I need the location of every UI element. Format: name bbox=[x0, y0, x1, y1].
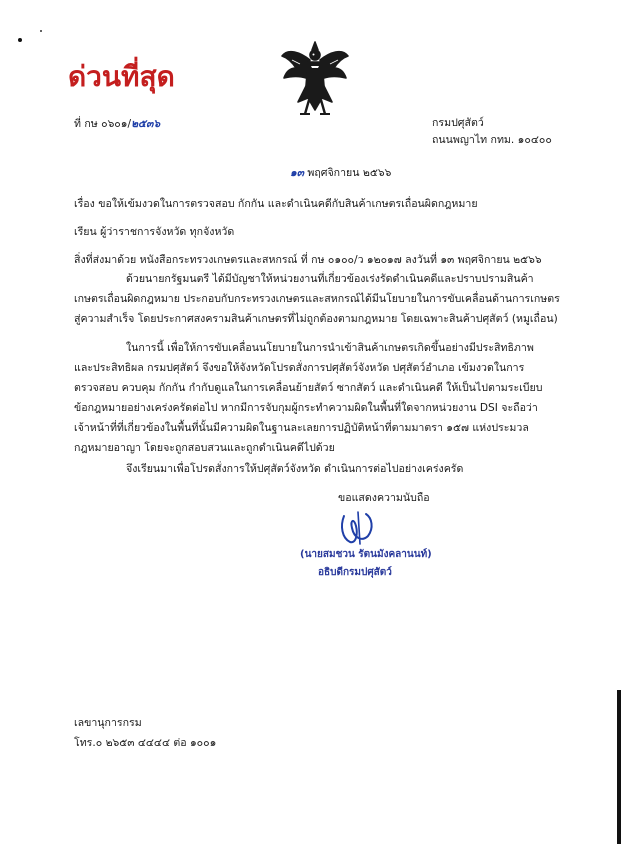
sender-address: ถนนพญาไท กทม. ๑๐๔๐๐ bbox=[432, 134, 552, 146]
document-number bbox=[74, 117, 160, 132]
body-paragraph-3 bbox=[74, 459, 574, 479]
scan-speck bbox=[18, 38, 22, 42]
letter-recipient: เรียน ผู้ว่าราชการจังหวัด ทุกจังหวัด bbox=[74, 226, 235, 238]
garuda-emblem-icon bbox=[278, 38, 352, 118]
letter-date bbox=[290, 166, 391, 181]
urgency-stamp: ด่วนที่สุด bbox=[68, 60, 175, 93]
closing-salutation: ขอแสดงความนับถือ bbox=[338, 492, 430, 504]
paragraph-line: ข้อกฎหมายอย่างเคร่งครัดต่อไป หากมีการจับกุมผู้กระทำความผิดในพื้นที่ใดจากหน่วยงาน DSI จะถือว่า bbox=[74, 402, 538, 414]
paragraph-line: จึงเรียนมาเพื่อโปรดสั่งการให้ปศุสัตว์จังหวัด ดำเนินการต่อไปอย่างเคร่งครัด bbox=[126, 463, 464, 475]
scan-edge-shadow bbox=[617, 690, 621, 844]
paragraph-line: เจ้าหน้าที่ที่เกี่ยวข้องในพื้นที่นั้นมีความผิดในฐานละเลยการปฏิบัติหน้าที่ตามมาตรา ๑๕๗ แห่งประมวล bbox=[74, 422, 529, 434]
sender-organization: กรมปศุสัตว์ bbox=[432, 117, 484, 129]
letter-subject: เรื่อง ขอให้เข้มงวดในการตรวจสอบ กักกัน และดำเนินคดีกับสินค้าเกษตรเถื่อนผิดกฎหมาย bbox=[74, 198, 478, 210]
document-number-handwritten: ๒๕๓๖ bbox=[131, 118, 161, 130]
contact-phone: โทร.๐ ๒๖๕๓ ๔๔๔๔ ต่อ ๑๐๐๑ bbox=[74, 737, 217, 749]
body-paragraph-2 bbox=[74, 338, 574, 458]
paragraph-line: ด้วยนายกรัฐมนตรี ได้มีบัญชาให้หน่วยงานที่เกี่ยวข้องเร่งรัดดำเนินคดีและปราบปรามสินค้า bbox=[126, 273, 534, 285]
document-number-prefix: ที่ กษ ๐๖๐๑/ bbox=[74, 118, 132, 130]
paragraph-line: และประสิทธิผล กรมปศุสัตว์ จึงขอให้จังหวัดโปรดสั่งการปศุสัตว์จังหวัด ปศุสัตว์อำเภอ เข้มงวดในการ bbox=[74, 362, 525, 374]
paragraph-line: สู่ความสำเร็จ โดยประกาศสงครามสินค้าเกษตรที่ไม่ถูกต้องตามกฎหมาย โดยเฉพาะสินค้าปศุสัตว์ (หมูเถื่อน) bbox=[74, 313, 558, 325]
body-paragraph-1 bbox=[74, 269, 574, 329]
paragraph-line: ในการนี้ เพื่อให้การขับเคลื่อนนโยบายในการนำเข้าสินค้าเกษตรเกิดขึ้นอย่างมีประสิทธิภาพ bbox=[126, 342, 534, 354]
paragraph-line: ตรวจสอบ ควบคุม กักกัน กำกับดูแลในการเคลื่อนย้ายสัตว์ ซากสัตว์ และดำเนินคดี ให้เป็นไปตามระเบียบ bbox=[74, 382, 543, 394]
paragraph-line: กฎหมายอาญา โดยจะถูกสอบสวนและถูกดำเนินคดีไปด้วย bbox=[74, 442, 335, 454]
date-day-handwritten: ๑๓ bbox=[290, 167, 304, 179]
letter-enclosure: สิ่งที่ส่งมาด้วย หนังสือกระทรวงเกษตรและสหกรณ์ ที่ กษ ๐๑๐๐/ว ๑๒๐๑๗ ลงวันที่ ๑๓ พฤศจิกายน ๒๕๖๖ bbox=[74, 254, 542, 266]
paragraph-line: เกษตรเถื่อนผิดกฎหมาย ประกอบกับกระทรวงเกษตรและสหกรณ์ได้มีนโยบายในการขับเคลื่อนด้านการเกษตร bbox=[74, 293, 560, 305]
date-month-year: พฤศจิกายน ๒๕๖๖ bbox=[307, 167, 392, 179]
signer-position: อธิบดีกรมปศุสัตว์ bbox=[318, 567, 392, 578]
responsible-office: เลขานุการกรม bbox=[74, 717, 142, 729]
handwritten-signature bbox=[332, 508, 382, 548]
signer-name: (นายสมชวน รัตนมังคลานนท์) bbox=[300, 549, 432, 560]
scan-speck bbox=[40, 30, 42, 32]
